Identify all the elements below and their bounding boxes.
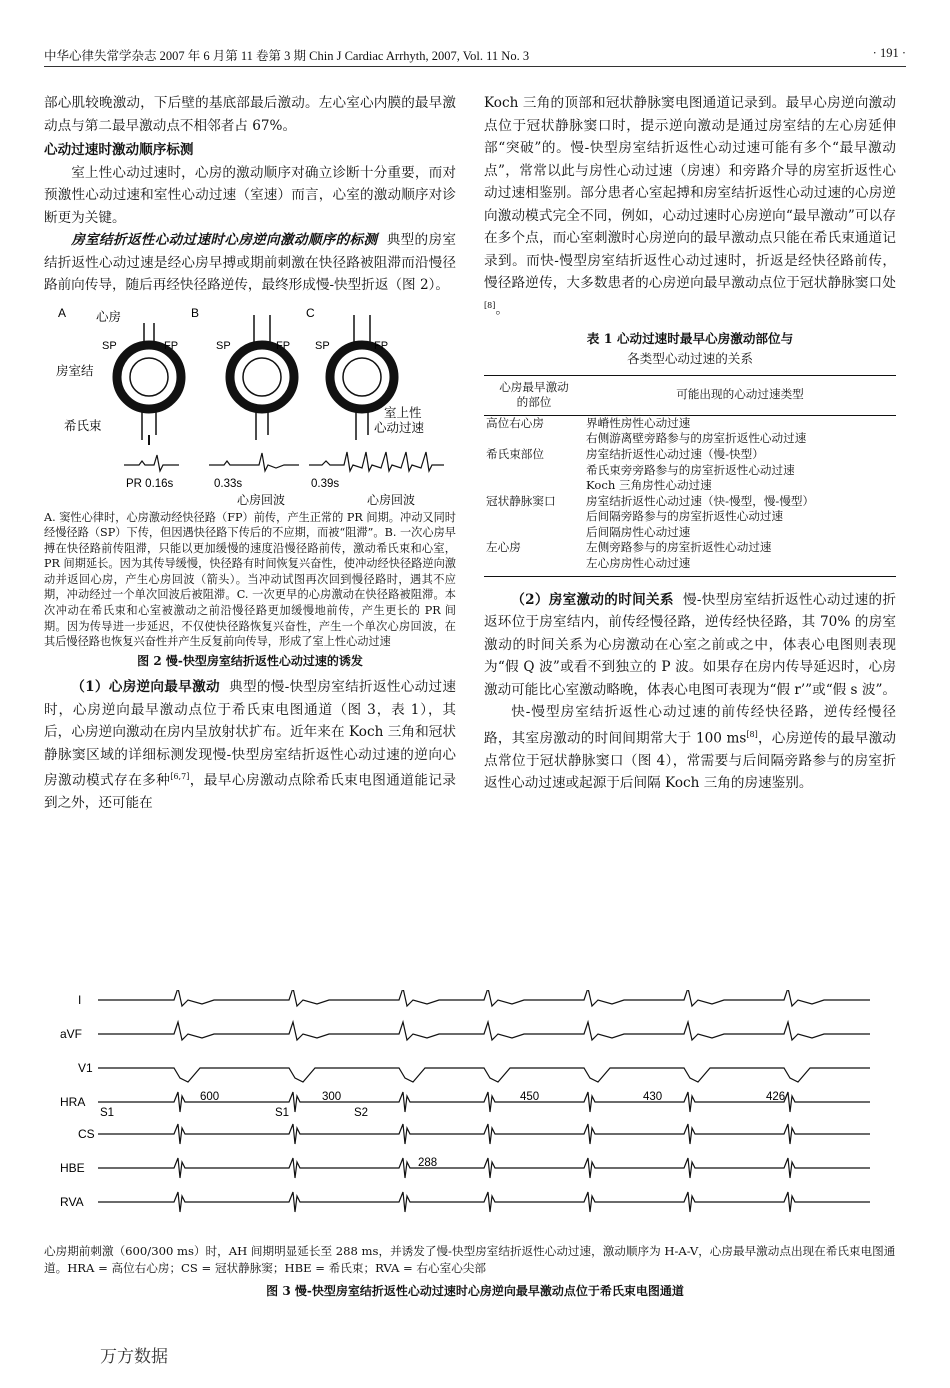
sp-label: SP — [216, 339, 231, 352]
table-cell-site: 左心房 — [484, 540, 584, 576]
ah-interval: 288 — [418, 1157, 438, 1169]
tachycardia-type: 后间隔房性心动过速 — [586, 524, 691, 539]
lead-label: HRA — [60, 1095, 86, 1109]
paragraph-text: 典型的慢-快型房室结折返性心动过速时，心房逆向最早激动点位于希氏束电图通道（图 3，表 1），其后，心房逆向激动在房内呈放射状扩布。近年来在 Koch 三角和冠状静脉窦区域的详细标测发现慢-快型房室结折返性心动过速的逆向心房激动模式存在多种 — [44, 679, 456, 789]
lead-label: aVF — [60, 1027, 83, 1041]
paragraph: 部心肌较晚激动，下后壁的基底部最后激动。左心室心内膜的最早激动点与第二最早激动点不相邻者占 67%。 — [44, 95, 456, 134]
table-row — [484, 415, 896, 447]
page-number: · 191 · — [872, 46, 906, 60]
panel-b-ring — [230, 315, 294, 440]
paragraph — [44, 676, 456, 815]
cycle-interval: 426 — [766, 1091, 786, 1103]
panel-label: B — [191, 305, 200, 320]
paragraph — [44, 229, 456, 297]
cycle-interval: 450 — [520, 1091, 540, 1103]
right-column — [484, 92, 896, 795]
ecg-trace — [98, 1068, 870, 1082]
subsection-heading: 房室结折返性心动过速时心房逆向激动顺序的标测 — [71, 232, 378, 248]
paragraph-text: ，心房逆传的最早激动点常位于冠状静脉窦口（图 4），常需要与后间隔旁路参与的房室折返性心动过速或起源于后间隔 Koch 三角的房速鉴别。 — [484, 730, 896, 792]
echo-label: 心房回波 — [237, 492, 286, 507]
annotations — [100, 1091, 785, 1169]
left-column — [44, 92, 456, 815]
panel-label: C — [306, 305, 315, 320]
figure-3-title: 图 3 慢-快型房室结折返性心动过速时心房逆向最早激动点位于希氏束电图通道 — [266, 1284, 684, 1298]
his-label: 希氏束 — [64, 418, 102, 433]
ecg-trace — [98, 1022, 870, 1040]
stimulus-label: S1 — [275, 1107, 290, 1119]
ecg-trace — [98, 1158, 870, 1178]
figure-2-diagram — [44, 305, 456, 510]
figure-3-tracings — [60, 990, 890, 1230]
tachycardia-type: 界嵴性房性心动过速 — [586, 415, 691, 430]
pr-label: PR 0.16s — [126, 477, 174, 490]
sp-label: SP — [315, 339, 330, 352]
paragraph-text: 典型的房室结折返性心动过速是经心房早搏或期前刺激在快径路被阻滞而沿慢径路前向传导，随后再经快径路逆传，最终形成慢-快型折返（图 2）。 — [44, 232, 456, 293]
table-header: 心房最早激动 的部位 — [484, 375, 584, 415]
paragraph: 室上性心动过速时，心房的激动顺序对确立诊断十分重要，而对预激性心动过速和室性心动过速（室速）而言，心室的激动顺序对诊断更为关键。 — [44, 164, 456, 226]
paragraph — [484, 589, 896, 702]
paragraph-text: Koch 三角的顶部和冠状静脉窦电图通道记录到。最早心房逆向激动点位于冠状静脉窦口时，提示逆向激动是通过房室结的左心房延伸部“突破”的。慢-快型房室结折返性心动过速可能有多个“最早激动点”，常常以此与房性心动过速（房速）和旁路介导的房室折返性心动过速相鉴别。部分患者心室起搏和房室结折返性心动过速的心房逆向激动模式完全不同，例如，心动过速时心房逆向“最早激动”可以存在多个点，而心室刺激时心房逆向的最早激动点只能在希氏束通道记录到。而快-慢型房室结折返性心动过速时，折返是经快径路前传，慢径路逆传，大多数患者的心房逆向最早激动点位于冠状静脉窦口处 — [484, 95, 896, 291]
cycle-interval: 600 — [200, 1091, 220, 1103]
stimulus-label: S1 — [100, 1107, 115, 1119]
cycle-interval: 430 — [643, 1091, 663, 1103]
table-row — [484, 540, 896, 576]
ecg-trace — [98, 1192, 870, 1212]
figure-2-caption: A. 窦性心律时，心房激动经快径路（FP）前传，产生正常的 PR 间期。冲动又同时经慢径路（SP）下传，但因遇快径路下传后的不应期，而被“阻滞”。B. 一次心房早搏在快径路前传阻滞，只能以更加缓慢的速度沿慢径路前传，激动希氏束和心室，PR 间期延长。因为其传导缓慢，快径路有时间恢复兴奋性，使冲动经快径路逆向激动并返回心房，产生心房回波（箭头）。当冲动试图再次回到慢径路时，遇其不应期，冲动经过一个单次回波后被阻滞。C. 一次更早的心房激动在快径路被阻滞。本次冲动在希氏束和心室被激动之前沿慢径路更加缓慢地前传，产生更长的 PR 间期。因为传导进一步延迟，不仅使快径路恢复兴奋性，产生一个单次心房回波，在其后慢径路也恢复兴奋性并产生反复前向传导，形成了室上性心动过速 — [44, 510, 456, 649]
watermark-footer: 万方数据 — [100, 1347, 168, 1367]
paragraph — [484, 701, 896, 795]
tachycardia-type: 后间隔旁路参与的房室折返性心动过速 — [586, 509, 784, 524]
citation: [6,7] — [170, 772, 190, 782]
tachycardia-type: 房室结折返性心动过速（慢-快型） — [586, 446, 764, 461]
atrium-label: 心房 — [96, 309, 122, 324]
echo-label: 心房回波 — [367, 492, 416, 507]
citation: [8] — [484, 300, 496, 310]
tachycardia-type: Koch 三角房性心动过速 — [586, 478, 712, 493]
lead-label: V1 — [78, 1061, 93, 1075]
paragraph-heading: （1）心房逆向最早激动 — [71, 679, 220, 696]
ecg-trace — [98, 1124, 870, 1144]
interval-label: 0.33s — [214, 477, 243, 490]
table-title — [484, 329, 896, 369]
table-row — [484, 494, 896, 541]
paragraph-text: ，最早心房激动点除希氏束电图通道能记录到之外，还可能在 — [44, 772, 457, 812]
avnode-label: 房室结 — [56, 363, 94, 378]
table-row — [484, 447, 896, 494]
fp-label: FP — [374, 339, 389, 352]
journal-title: 中华心律失常学杂志 2007 年 6 月第 11 卷第 3 期 Chin J Cardiac Arrhyth, 2007, Vol. 11 No. 3 — [44, 49, 530, 63]
sp-label: SP — [102, 339, 117, 352]
table-cell-types — [584, 447, 896, 494]
ecg-trace — [98, 990, 870, 1006]
table-cell-types — [584, 540, 896, 576]
lead-label: I — [78, 993, 82, 1007]
interval-label: 0.39s — [311, 477, 340, 490]
stimulus-label: S2 — [354, 1107, 369, 1119]
cycle-interval: 300 — [322, 1091, 342, 1103]
table-1 — [484, 329, 896, 577]
lead-label: CS — [78, 1127, 95, 1141]
tachycardia-type: 右侧游离壁旁路参与的房室折返性心动过速 — [586, 431, 807, 446]
tachycardia-type: 房室结折返性心动过速（快-慢型，慢-慢型） — [586, 493, 815, 508]
lead-label: RVA — [60, 1195, 84, 1209]
paragraph-text: 。 — [495, 301, 509, 318]
table-body — [484, 375, 896, 577]
paragraph-text: 慢-快型房室结折返性心动过速的折返环位于房室结内，前传经慢径路，逆传经快径路，其 70% 的房室激动的时间关系为心房激动在心室之前或之中，体表心电图则表现为“假 Q 波”或看不到独立的 P 波。如果存在房内传导延迟时，心房激动可能比心室激动略晚，体表心电图可表现为“假 r’”或“假 s 波”。 — [484, 591, 896, 698]
svt-label — [374, 405, 425, 435]
paragraph-text: 快-慢型房室结折返性心动过速的前传经快径路，逆传经慢径路，其室房激动的时间间期常大于 100 ms — [484, 704, 896, 747]
paragraph — [484, 92, 896, 321]
fp-label: FP — [276, 339, 291, 352]
tachycardia-type: 左心房房性心动过速 — [586, 556, 691, 571]
header-rule — [44, 66, 906, 67]
svt-line-2: 心动过速 — [374, 420, 425, 435]
fp-label: FP — [164, 339, 179, 352]
lead-labels — [60, 993, 95, 1209]
table-cell-site: 希氏束部位 — [486, 446, 544, 461]
citation: [8] — [746, 729, 758, 739]
table-title-line: 表 1 心动过速时最早心房激动部位与 — [586, 330, 794, 346]
running-header — [44, 46, 906, 64]
table-cell-site: 冠状静脉窦口 — [486, 493, 556, 508]
table-cell-types — [584, 494, 896, 541]
tachycardia-type: 左侧旁路参与的房室折返性心动过速 — [586, 540, 772, 555]
paragraph-heading: （2）房室激动的时间关系 — [511, 591, 674, 608]
figure-3-caption: 心房期前刺激（600/300 ms）时，AH 间期明显延长至 288 ms，并诱发了慢-快型房室结折返性心动过速，激动顺序为 H-A-V，心房最早激动点出现在希氏束电图通道。HRA = 高位右心房；CS = 冠状静脉窦；HBE = 希氏束；RVA = 右心室心尖部 — [44, 1244, 896, 1275]
panel-label: A — [58, 305, 67, 320]
figure-2-title: 图 2 慢-快型房室结折返性心动过速的诱发 — [137, 653, 363, 668]
table-header: 可能出现的心动过速类型 — [584, 375, 896, 415]
tachycardia-type: 希氏束旁旁路参与的房室折返性心动过速 — [586, 462, 795, 477]
table-cell-types — [584, 415, 896, 447]
table-cell-site: 高位右心房 — [486, 415, 544, 430]
section-heading: 心动过速时激动顺序标测 — [44, 142, 194, 158]
lead-label: HBE — [60, 1161, 85, 1175]
table-title-line: 各类型心动过速的关系 — [627, 350, 753, 366]
ecg-strips — [124, 452, 444, 471]
svt-line-1: 室上性 — [384, 405, 422, 420]
